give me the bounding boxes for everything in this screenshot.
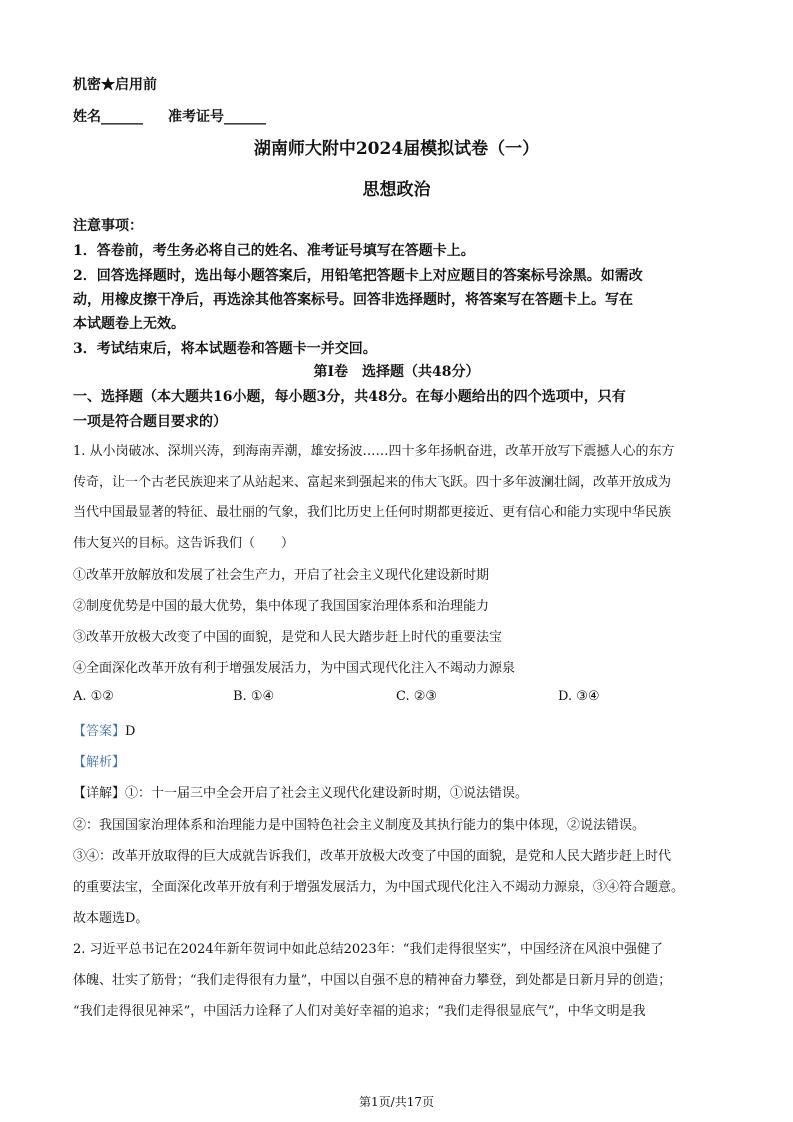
q1-statement: ①改革开放解放和发展了社会生产力，开启了社会主义现代化建设新时期 bbox=[73, 568, 490, 583]
q1-detail-line: ②：我国国家治理体系和治理能力是中国特色社会主义制度及其执行能力的集中体现，②说法错误。 bbox=[73, 818, 646, 833]
q1-answer-row bbox=[73, 720, 135, 739]
notes-item-2-cont: 动，用橡皮擦干净后，再选涂其他答案标号。回答非选择题时，将答案写在答题卡上。写在 bbox=[73, 292, 633, 308]
answer-value: D bbox=[125, 724, 136, 739]
detail-tag: 【详解】 bbox=[73, 786, 126, 801]
q1-statement: ③改革开放极大改变了中国的面貌，是党和人民大踏步赶上时代的重要法宝 bbox=[73, 630, 503, 645]
exam-id-field-label: 准考证号______ bbox=[168, 109, 266, 125]
section-intro-cont: 一项是符合题目要求的） bbox=[73, 414, 227, 430]
q1-option-c: C. ②③ bbox=[396, 689, 438, 704]
q2-stem-line: 2. 习近平总书记在2024年新年贺词中如此总结2023年：“我们走得很坚实”，中国经济在风浪中强健了 bbox=[73, 942, 663, 957]
q1-detail-line: 故本题选D。 bbox=[73, 911, 149, 926]
q1-option-d: D. ③④ bbox=[558, 689, 600, 704]
page-title: 湖南师大附中2024届模拟试卷（一） bbox=[253, 139, 540, 159]
q1-detail-line: ③④：改革开放取得的巨大成就告诉我们，改革开放极大改变了中国的面貌，是党和人民大踏步赶上时代 bbox=[73, 849, 672, 864]
name-field-label: 姓名______ bbox=[73, 109, 143, 125]
answer-tag: 【答案】 bbox=[73, 724, 126, 739]
subject-title: 思想政治 bbox=[362, 180, 431, 200]
q1-option-a: A. ①② bbox=[73, 689, 114, 704]
notes-item-1: 1．答卷前，考生务必将自己的姓名、准考证号填写在答题卡上。 bbox=[73, 243, 475, 259]
q1-stem-line: 伟大复兴的目标。这告诉我们（ ） bbox=[73, 536, 295, 551]
q1-statement: ②制度优势是中国的最大优势，集中体现了我国国家治理体系和治理能力 bbox=[73, 599, 490, 614]
q1-statement: ④全面深化改革开放有利于增强发展活力，为中国式现代化注入不竭动力源泉 bbox=[73, 661, 516, 676]
notes-heading: 注意事项： bbox=[73, 218, 143, 234]
q1-stem-line: 当代中国最显著的特征、最壮丽的气象，我们比历史上任何时期都更接近、更有信心和能力实现中华民族 bbox=[73, 505, 672, 520]
page-footer: 第1页/共17页 bbox=[359, 1095, 434, 1109]
q1-stem-line: 传奇，让一个古老民族迎来了从站起来、富起来到强起来的伟大飞跃。四十多年波澜壮阔，改革开放成为 bbox=[73, 475, 672, 490]
q2-stem-line: “我们走得很见神采”，中国活力诠释了人们对美好幸福的追求；“我们走得很显底气”，中华文明是我 bbox=[73, 1004, 646, 1019]
q1-detail-line: ①：十一届三中全会开启了社会主义现代化建设新时期，①说法错误。 bbox=[125, 786, 529, 801]
section-heading: 第Ⅰ卷 选择题（共48分） bbox=[313, 364, 480, 380]
q1-detail-line: 的重要法宝，全面深化改革开放有利于增强发展活力，为中国式现代化注入不竭动力源泉，③④符合题意。 bbox=[73, 880, 685, 895]
notes-item-3: 3．考试结束后，将本试题卷和答题卡一并交回。 bbox=[73, 341, 377, 357]
q2-stem-line: 体魄、壮实了筋骨；“我们走得很有力量”，中国以自强不息的精神奋力攀登，到处都是日新月异的创造； bbox=[73, 973, 672, 988]
confidential-label: 机密★启用前 bbox=[73, 77, 157, 93]
q1-option-b: B. ①④ bbox=[233, 689, 275, 704]
q1-detail-row bbox=[73, 782, 528, 801]
analysis-tag: 【解析】 bbox=[73, 755, 126, 770]
notes-item-2: 2．回答选择题时，选出每小题答案后，用铅笔把答题卡上对应题目的答案标号涂黑。如需改 bbox=[73, 268, 643, 284]
notes-item-2-end: 本试题卷上无效。 bbox=[73, 316, 185, 332]
section-intro: 一、选择题（本大题共16小题，每小题3分，共48分。在每小题给出的四个选项中，只有 bbox=[73, 389, 626, 405]
q1-stem-line: 1. 从小岗破冰、深圳兴涛，到海南弄潮，雄安扬波……四十多年扬帆奋进，改革开放写下震撼人心的东方 bbox=[73, 444, 675, 459]
